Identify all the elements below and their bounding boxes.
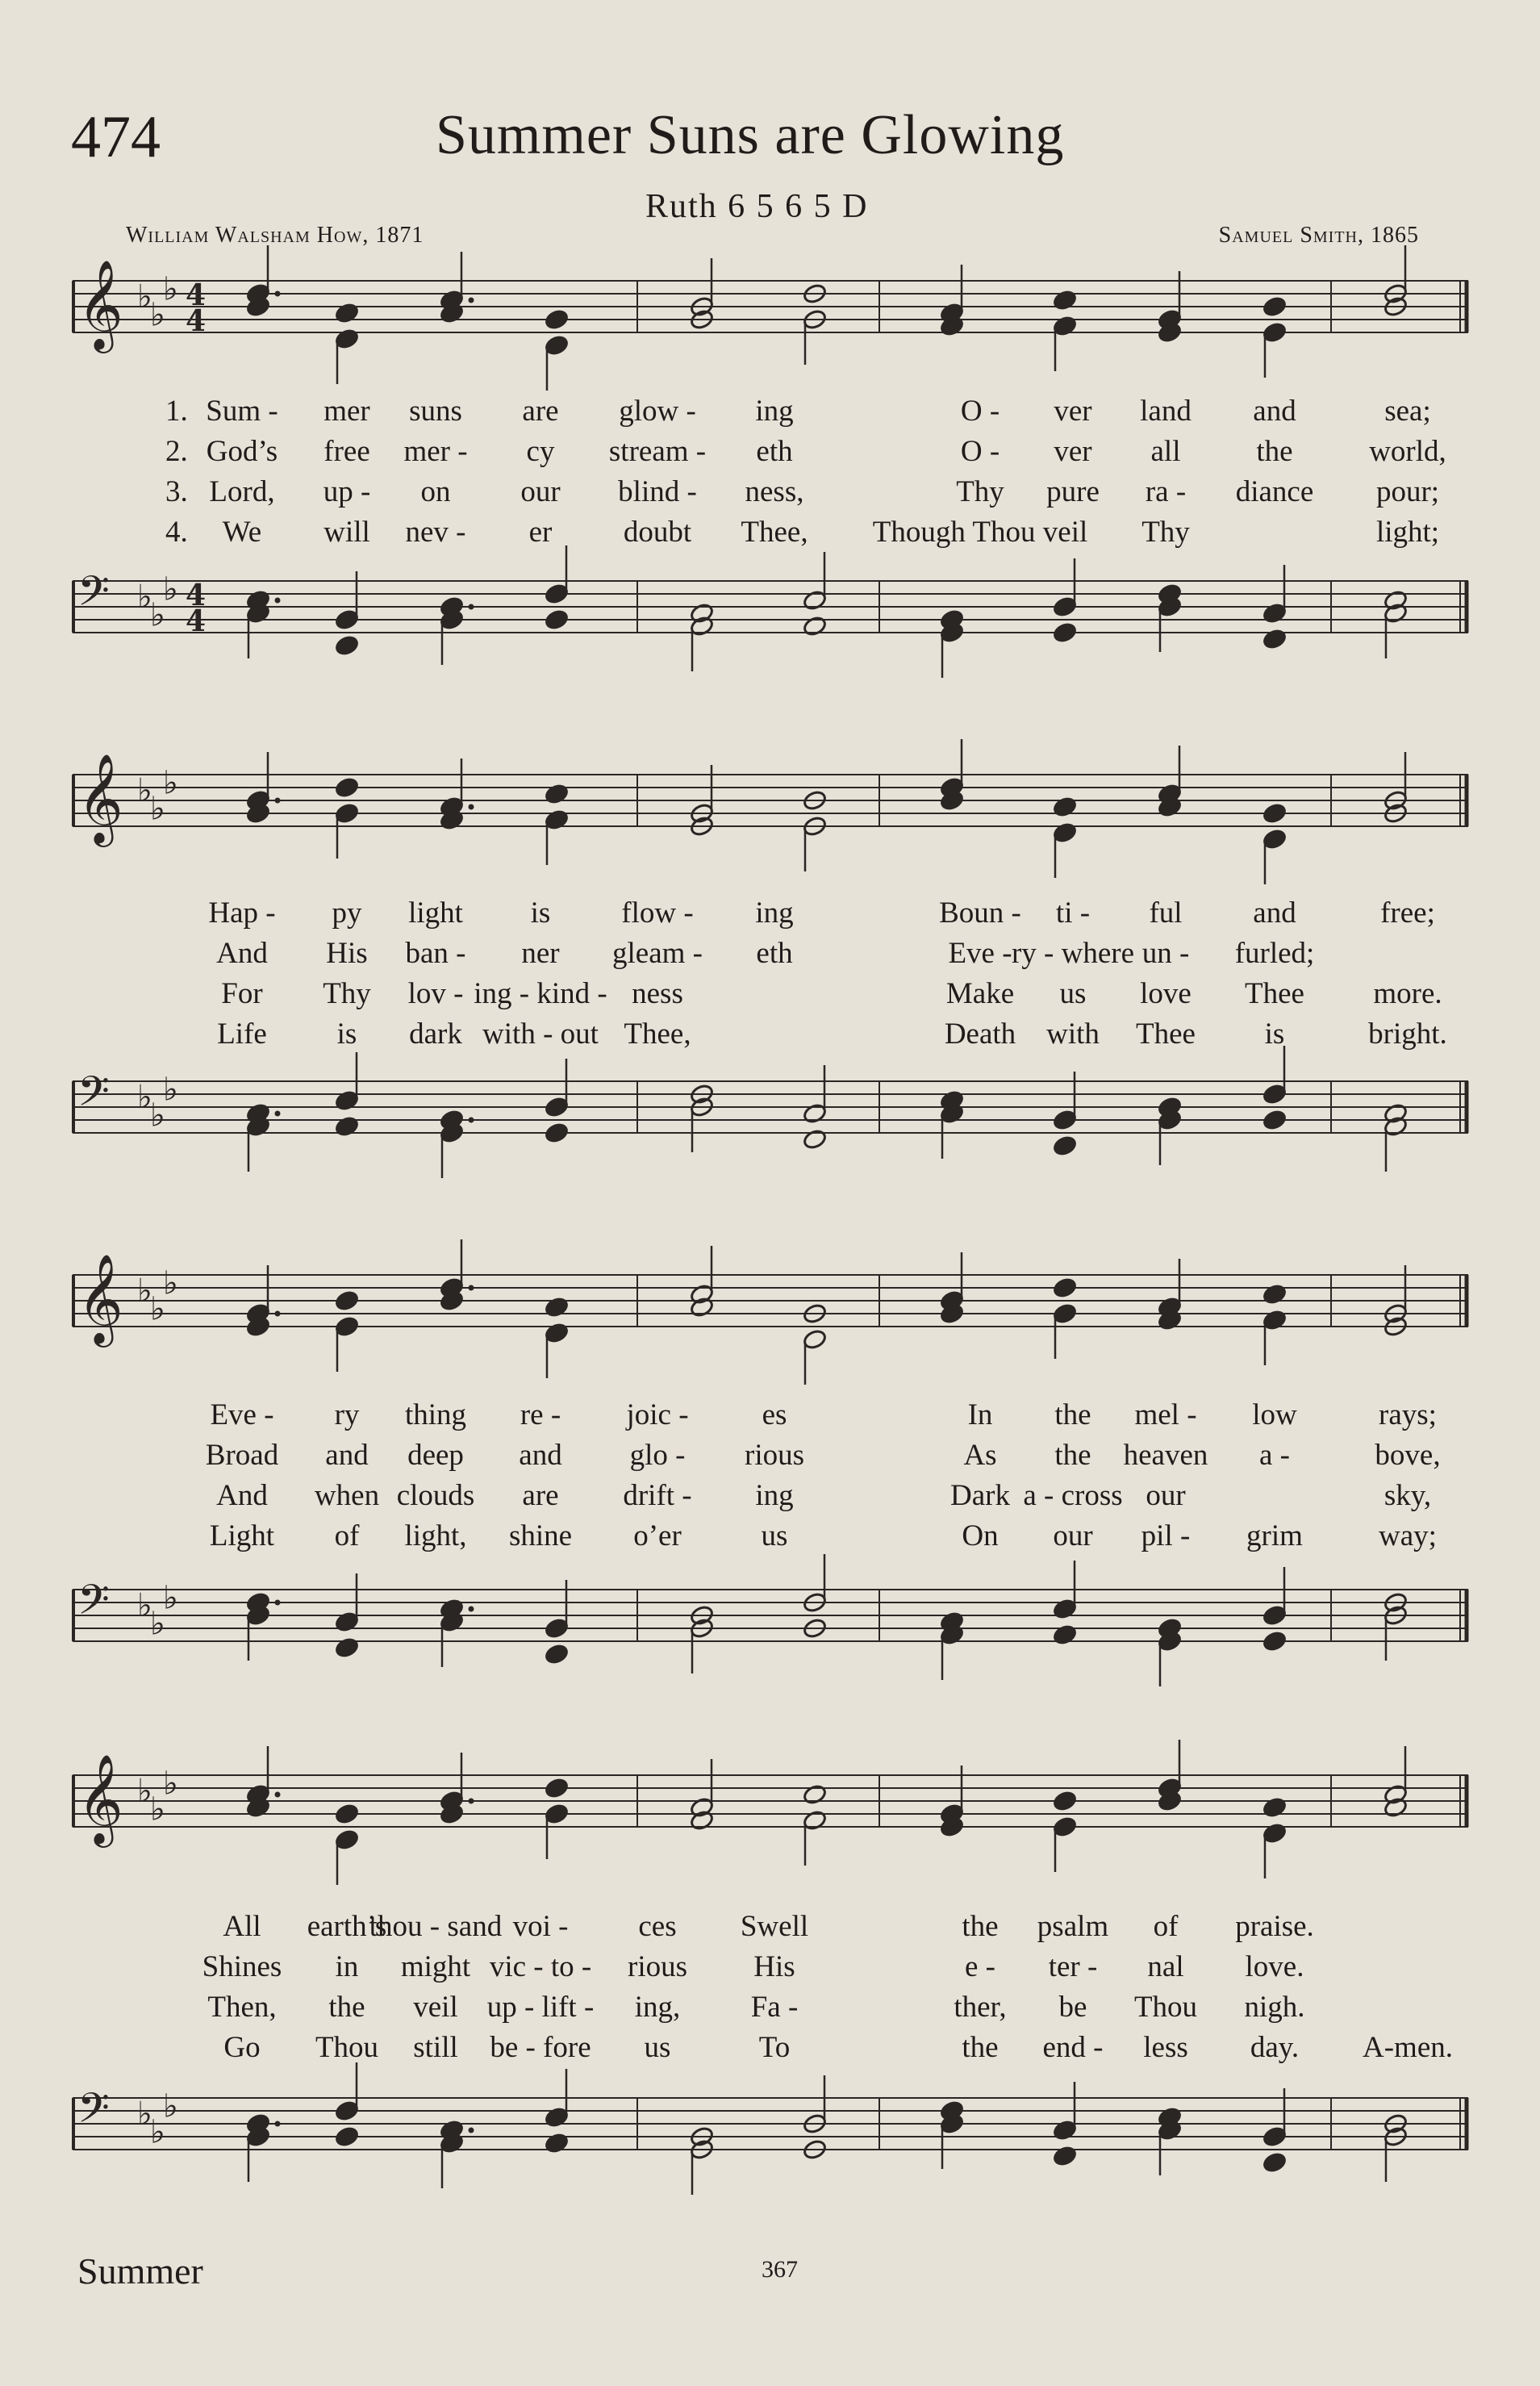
lyric-syllable: grim — [1246, 1519, 1303, 1552]
lyric-syllable: still — [413, 2031, 458, 2064]
hymn-title: Summer Suns are Glowing — [436, 104, 1065, 166]
lyric-syllable: ness, — [745, 475, 804, 508]
bass-staff-system-1 — [73, 557, 1476, 678]
svg-text:𝄞: 𝄞 — [77, 753, 123, 843]
treble-staff-system-3 — [73, 1251, 1476, 1372]
verse-line — [0, 1398, 1540, 1436]
lyric-syllable: be - fore — [490, 2031, 591, 2064]
treble-staff-system-4 — [73, 1751, 1476, 1872]
svg-text:♭: ♭ — [150, 1097, 165, 1134]
lyric-syllable: To — [758, 2031, 791, 2064]
lyric-syllable: ban - — [405, 937, 466, 970]
lyric-syllable: Broad — [205, 1439, 279, 1472]
lyric-syllable: ing, — [634, 1991, 681, 2024]
lyric-syllable: the — [1054, 1439, 1091, 1472]
verse-line — [0, 1438, 1540, 1477]
lyric-syllable: ness — [632, 977, 683, 1010]
verse-line — [0, 1990, 1540, 2029]
svg-text:𝄞: 𝄞 — [77, 259, 123, 349]
lyric-syllable: As — [963, 1439, 997, 1472]
verse-line — [0, 394, 1540, 432]
lyric-syllable: are — [522, 1479, 559, 1512]
lyric-syllable: glo - — [629, 1439, 686, 1472]
lyric-syllable: And — [216, 937, 268, 970]
lyric-syllable: the — [962, 2031, 999, 2064]
lyric-syllable: On — [962, 1519, 999, 1552]
svg-text:𝄞: 𝄞 — [77, 1753, 123, 1844]
lyric-syllable: love — [1140, 977, 1192, 1010]
lyric-syllable: up - — [323, 475, 371, 508]
lyric-syllable: sea; — [1384, 395, 1431, 428]
svg-text:♭: ♭ — [163, 270, 178, 308]
bass-staff-system-3 — [73, 1565, 1476, 1686]
lyric-syllable: dark — [409, 1017, 462, 1051]
lyric-syllable: blind - — [618, 475, 697, 508]
lyric-syllable: mer — [323, 395, 370, 428]
lyric-syllable: Thee, — [741, 516, 808, 549]
lyric-syllable: when — [314, 1479, 380, 1512]
lyric-syllable: ra - — [1145, 475, 1187, 508]
lyric-syllable: thing — [404, 1398, 467, 1431]
treble-staff-system-2 — [73, 750, 1476, 871]
composer-credit: Samuel Smith, 1865 — [1218, 223, 1419, 248]
svg-text:♭: ♭ — [137, 2096, 152, 2133]
verse-line — [0, 2030, 1540, 2069]
lyric-syllable: voi - — [512, 1910, 569, 1943]
lyric-syllable: ing — [755, 395, 794, 428]
svg-text:♭: ♭ — [163, 1071, 178, 1109]
lyric-syllable: cy — [526, 435, 555, 468]
verse-line — [0, 474, 1540, 513]
lyric-syllable: Thy — [956, 475, 1004, 508]
lyric-syllable: psalm — [1037, 1910, 1109, 1943]
svg-text:♭: ♭ — [137, 579, 152, 616]
svg-text:𝄢: 𝄢 — [77, 1067, 110, 1126]
lyric-syllable: Sum - — [206, 395, 278, 428]
verse-number: 1. — [165, 395, 188, 428]
lyric-syllable: up - lift - — [486, 1991, 595, 2024]
lyric-syllable: ter - — [1048, 1950, 1098, 1983]
lyric-syllable: shine — [508, 1519, 573, 1552]
lyric-syllable: rious — [628, 1950, 687, 1983]
lyric-syllable: end - — [1042, 2031, 1104, 2064]
lyric-syllable: Death — [944, 1017, 1016, 1051]
lyric-syllable: love. — [1245, 1950, 1304, 1983]
lyric-syllable: our — [1053, 1519, 1093, 1552]
lyric-syllable: diance — [1235, 475, 1314, 508]
verse-number: 2. — [165, 435, 188, 468]
lyric-syllable: Though Thou veil — [872, 516, 1088, 549]
lyric-syllable: free — [323, 435, 370, 468]
lyric-syllable: py — [332, 896, 362, 930]
lyric-syllable: furled; — [1234, 937, 1315, 970]
lyric-syllable: and — [519, 1439, 562, 1472]
hymn-number: 474 — [71, 104, 161, 170]
lyric-syllable: suns — [409, 395, 462, 428]
lyric-syllable: gleam - — [612, 937, 703, 970]
lyric-syllable: Boun - — [939, 896, 1021, 930]
lyric-syllable: with - out — [482, 1017, 599, 1051]
svg-text:4: 4 — [186, 278, 207, 312]
lyric-syllable: lov - — [407, 977, 464, 1010]
lyric-syllable: joic - — [626, 1398, 689, 1431]
svg-text:♭: ♭ — [137, 278, 152, 316]
lyric-syllable: es — [762, 1398, 787, 1431]
lyric-syllable: Thou — [1133, 1991, 1198, 2024]
lyric-syllable: pour; — [1375, 475, 1440, 508]
lyric-syllable: thou - sand — [369, 1910, 503, 1943]
lyric-syllable: Then, — [207, 1991, 277, 2024]
lyric-syllable: less — [1143, 2031, 1188, 2064]
lyric-syllable: earth’s — [307, 1910, 387, 1943]
lyric-syllable: deep — [407, 1439, 464, 1472]
lyric-syllable: Make — [945, 977, 1015, 1010]
lyric-syllable: heaven — [1123, 1439, 1208, 1472]
lyric-syllable: is — [336, 1017, 357, 1051]
lyric-syllable: praise. — [1235, 1910, 1314, 1943]
lyric-syllable: stream - — [608, 435, 707, 468]
lyric-syllable: day. — [1250, 2031, 1300, 2064]
svg-text:♭: ♭ — [163, 764, 178, 802]
lyric-syllable: ing — [755, 1479, 794, 1512]
lyric-syllable: Thee — [1136, 1017, 1196, 1051]
svg-text:♭: ♭ — [137, 1587, 152, 1625]
lyric-syllable: ing - kind - — [474, 977, 607, 1010]
lyric-syllable: Lord, — [209, 475, 275, 508]
lyric-syllable: glow - — [619, 395, 696, 428]
lyric-syllable: ner — [521, 937, 560, 970]
verse-line — [0, 1909, 1540, 1948]
lyric-syllable: Eve - — [948, 937, 1012, 970]
lyric-syllable: land — [1140, 395, 1192, 428]
lyric-syllable: For — [221, 977, 263, 1010]
lyric-syllable: us — [1059, 977, 1087, 1010]
svg-text:♭: ♭ — [150, 2113, 165, 2151]
verse-line — [0, 936, 1540, 975]
svg-text:♭: ♭ — [150, 296, 165, 334]
lyric-syllable: ry - where — [1011, 937, 1135, 970]
svg-text:♭: ♭ — [137, 1272, 152, 1310]
lyric-syllable: O - — [960, 395, 1000, 428]
lyric-syllable: nigh. — [1244, 1991, 1305, 2024]
lyric-syllable: Shines — [202, 1950, 282, 1983]
lyric-syllable: Fa - — [750, 1991, 799, 2024]
svg-text:4: 4 — [186, 304, 207, 338]
lyric-syllable: all — [1150, 435, 1181, 468]
treble-staff-system-1 — [73, 257, 1476, 378]
lyric-syllable: nev - — [405, 516, 466, 549]
verse-line — [0, 976, 1540, 1015]
lyric-syllable: and — [1253, 395, 1296, 428]
lyric-syllable: us — [644, 2031, 671, 2064]
topic-label: Summer — [77, 2250, 203, 2292]
verse-line — [0, 1017, 1540, 1055]
lyric-syllable: His — [753, 1950, 795, 1983]
lyric-syllable: our — [520, 475, 561, 508]
author-credit: William Walsham How, 1871 — [126, 223, 424, 248]
verse-line — [0, 1478, 1540, 1517]
lyric-syllable: Hap - — [208, 896, 276, 930]
lyric-syllable: mel - — [1134, 1398, 1197, 1431]
svg-text:♭: ♭ — [163, 1264, 178, 1302]
lyric-syllable: the — [1256, 435, 1293, 468]
svg-text:♭: ♭ — [163, 1579, 178, 1617]
svg-text:♭: ♭ — [163, 2087, 178, 2125]
lyric-syllable: ing — [755, 896, 794, 930]
lyric-syllable: nal — [1147, 1950, 1184, 1983]
verse-line — [0, 896, 1540, 934]
lyric-syllable: of — [334, 1519, 360, 1552]
lyric-syllable: pil - — [1141, 1519, 1191, 1552]
lyric-syllable: er — [528, 516, 553, 549]
lyric-syllable: on — [420, 475, 451, 508]
lyric-syllable: Dark — [950, 1479, 1010, 1512]
svg-text:♭: ♭ — [163, 1765, 178, 1803]
svg-text:♭: ♭ — [150, 1791, 165, 1828]
lyric-syllable: o’er — [633, 1519, 682, 1552]
lyric-syllable: veil — [413, 1991, 458, 2024]
lyric-syllable: ther, — [954, 1991, 1007, 2024]
lyric-syllable: low — [1252, 1398, 1297, 1431]
lyric-syllable: free; — [1380, 896, 1435, 930]
verse-line — [0, 1519, 1540, 1557]
lyric-syllable: Go — [223, 2031, 261, 2064]
svg-text:♭: ♭ — [137, 772, 152, 810]
lyric-syllable: clouds — [396, 1479, 475, 1512]
lyric-syllable: re - — [520, 1398, 561, 1431]
lyric-syllable: eth — [756, 435, 793, 468]
lyric-syllable: are — [522, 395, 559, 428]
lyric-syllable: flow - — [621, 896, 694, 930]
lyric-syllable: ti - — [1055, 896, 1091, 930]
lyric-syllable: be — [1058, 1991, 1087, 2024]
svg-text:𝄢: 𝄢 — [77, 2083, 110, 2142]
lyric-syllable: world, — [1369, 435, 1446, 468]
svg-text:♭: ♭ — [150, 1605, 165, 1643]
lyric-syllable: drift - — [623, 1479, 692, 1512]
lyric-syllable: bove, — [1375, 1439, 1441, 1472]
lyric-syllable: of — [1153, 1910, 1179, 1943]
lyric-syllable: and — [1253, 896, 1296, 930]
lyric-syllable: a - cross — [1023, 1479, 1123, 1512]
lyric-syllable: Life — [217, 1017, 267, 1051]
lyric-syllable: We — [222, 516, 262, 549]
lyric-syllable: un - — [1141, 937, 1190, 970]
lyric-syllable: Thee — [1245, 977, 1304, 1010]
lyric-syllable: A-men. — [1363, 2031, 1453, 2064]
lyric-syllable: light — [408, 896, 463, 930]
svg-text:4: 4 — [186, 579, 207, 612]
verse-line — [0, 1949, 1540, 1988]
lyric-syllable: is — [530, 896, 551, 930]
lyric-syllable: eth — [756, 937, 793, 970]
lyric-syllable: bright. — [1368, 1017, 1447, 1051]
lyric-syllable: ful — [1149, 896, 1183, 930]
lyric-syllable: ces — [638, 1910, 677, 1943]
svg-text:♭: ♭ — [150, 790, 165, 828]
lyric-syllable: our — [1146, 1479, 1186, 1512]
lyric-syllable: mer - — [403, 435, 468, 468]
lyric-syllable: ry — [334, 1398, 360, 1431]
lyric-syllable: will — [323, 516, 370, 549]
lyric-syllable: the — [1054, 1398, 1091, 1431]
svg-text:♭: ♭ — [137, 1079, 152, 1117]
lyric-syllable: ver — [1054, 435, 1092, 468]
svg-text:♭: ♭ — [163, 570, 178, 608]
svg-text:𝄞: 𝄞 — [77, 1253, 123, 1343]
lyric-syllable: is — [1264, 1017, 1285, 1051]
lyric-syllable: might — [400, 1950, 471, 1983]
svg-text:♭: ♭ — [150, 1290, 165, 1328]
lyric-syllable: Eve - — [210, 1398, 274, 1431]
lyric-syllable: And — [216, 1479, 268, 1512]
lyric-syllable: Swell — [740, 1910, 809, 1943]
lyric-syllable: O - — [960, 435, 1000, 468]
lyric-syllable: and — [325, 1439, 369, 1472]
verse-number: 4. — [165, 516, 188, 549]
lyric-syllable: light; — [1375, 516, 1440, 549]
svg-text:𝄢: 𝄢 — [77, 1575, 110, 1634]
lyric-syllable: ver — [1054, 395, 1092, 428]
verse-line — [0, 515, 1540, 554]
lyric-syllable: e - — [965, 1950, 995, 1983]
lyric-syllable: doubt — [623, 516, 692, 549]
svg-text:♭: ♭ — [150, 596, 165, 634]
lyric-syllable: way; — [1379, 1519, 1437, 1552]
bass-staff-system-2 — [73, 1057, 1476, 1178]
tune-name: Ruth 6 5 6 5 D — [645, 188, 869, 225]
lyric-syllable: sky, — [1383, 1479, 1432, 1512]
lyric-syllable: us — [761, 1519, 788, 1552]
bass-staff-system-4 — [73, 2074, 1476, 2195]
lyric-syllable: light, — [404, 1519, 467, 1552]
lyric-syllable: Thee, — [624, 1017, 691, 1051]
page-number: 367 — [762, 2256, 798, 2283]
lyric-syllable: rays; — [1379, 1398, 1437, 1431]
lyric-syllable: Light — [209, 1519, 275, 1552]
lyric-syllable: more. — [1373, 977, 1442, 1010]
lyric-syllable: a - — [1259, 1439, 1290, 1472]
lyric-syllable: with — [1046, 1017, 1100, 1051]
lyric-syllable: the — [962, 1910, 999, 1943]
lyric-syllable: Thy — [323, 977, 371, 1010]
verse-number: 3. — [165, 475, 188, 508]
lyric-syllable: His — [326, 937, 368, 970]
lyric-syllable: rious — [745, 1439, 804, 1472]
lyric-syllable: All — [223, 1910, 261, 1943]
svg-text:♭: ♭ — [137, 1773, 152, 1811]
verse-line — [0, 434, 1540, 473]
lyric-syllable: God’s — [206, 435, 278, 468]
lyric-syllable: vic - to - — [489, 1950, 592, 1983]
lyric-syllable: in — [335, 1950, 359, 1983]
lyric-syllable: In — [967, 1398, 993, 1431]
svg-text:𝄢: 𝄢 — [77, 566, 110, 625]
lyric-syllable: Thou — [315, 2031, 379, 2064]
lyric-syllable: the — [328, 1991, 365, 2024]
svg-text:4: 4 — [186, 604, 207, 638]
lyric-syllable: Thy — [1141, 516, 1190, 549]
lyric-syllable: pure — [1046, 475, 1100, 508]
